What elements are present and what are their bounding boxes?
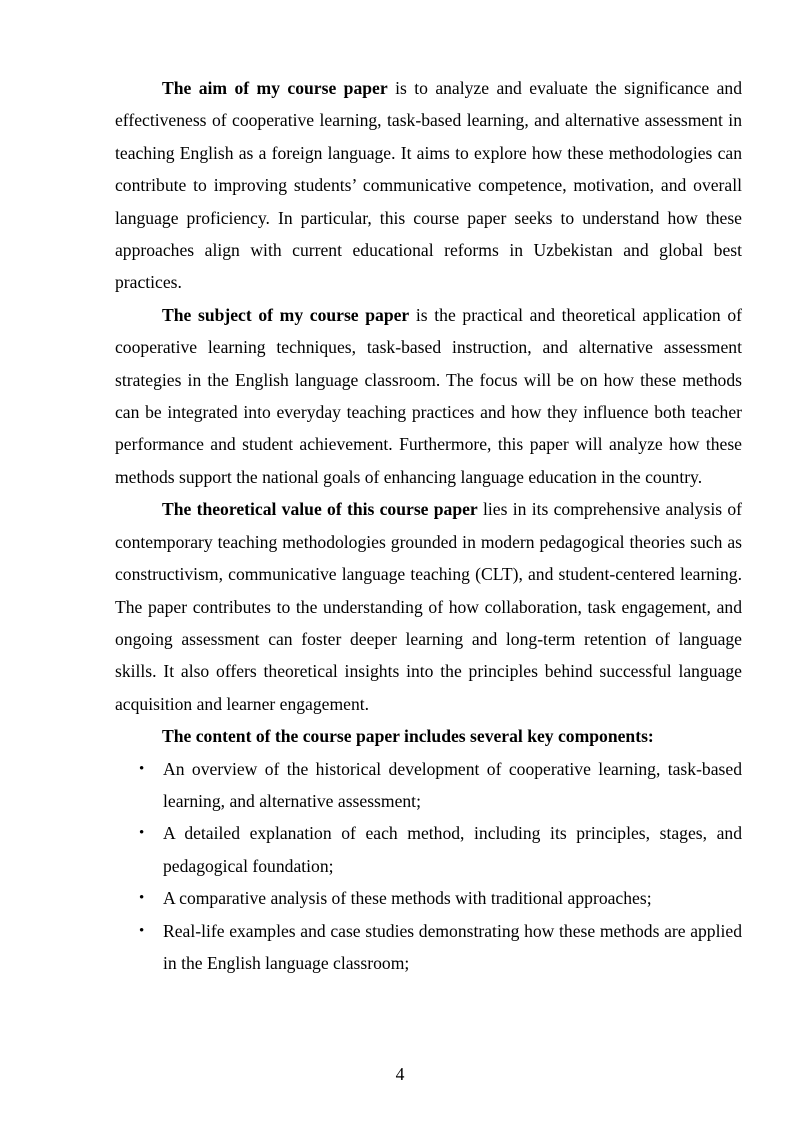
content-heading-text: The content of the course paper includes several key components: [162, 726, 654, 747]
paragraph-aim-text: is to analyze and evaluate the significance and effectiveness of cooperative learning, task-based learning, and alternative assessment in teaching English as a foreign language. It aims to explore how these methodologies can contribute to improving students’ communicative competence, motivation, and overall language proficiency. In particular, this course paper seeks to understand how these approaches align with current educational reforms in Uzbekistan and global best practices. [115, 78, 742, 293]
paragraph-subject-text: is the practical and theoretical application of cooperative learning techniques, task-based instruction, and alternative assessment strategies in the English language classroom. The focus will be on how these methods can be integrated into everyday teaching practices and how they influence both teacher performance and student achievement. Furthermore, this paper will analyze how these methods support the national goals of enhancing language education in the country. [115, 304, 742, 487]
list-item [115, 817, 742, 882]
list-item-text: Real-life examples and case studies demonstrating how these methods are applied in the English language classroom; [163, 920, 742, 973]
bullet-icon: • [139, 825, 145, 842]
page-number: 4 [395, 1064, 405, 1084]
list-item-text: An overview of the historical development of cooperative learning, task-based learning, and alternative assessment; [163, 758, 742, 811]
paragraph-theoretical-value-lead: The theoretical value of this course paper [162, 499, 478, 520]
bullet-icon: • [139, 760, 145, 777]
page-body [115, 72, 742, 979]
bullet-icon: • [139, 890, 145, 907]
list-item [115, 915, 742, 980]
content-heading [115, 720, 742, 752]
list-item [115, 882, 742, 914]
list-item [115, 753, 742, 818]
paragraph-theoretical-value [115, 493, 742, 720]
paragraph-subject [115, 299, 742, 493]
list-item-text: A comparative analysis of these methods with traditional approaches; [163, 888, 652, 909]
paragraph-theoretical-value-text: lies in its comprehensive analysis of contemporary teaching methodologies grounded in modern pedagogical theories such as constructivism, communicative language teaching (CLT), and student-centered learning. The paper contributes to the understanding of how collaboration, task engagement, and ongoing assessment can foster deeper learning and long-term retention of language skills. It also offers theoretical insights into the principles behind successful language acquisition and learner engagement. [115, 499, 742, 714]
paragraph-aim [115, 72, 742, 299]
paragraph-subject-lead: The subject of my course paper [162, 304, 410, 325]
key-components-list [115, 753, 742, 980]
bullet-icon: • [139, 922, 145, 939]
list-item-text: A detailed explanation of each method, including its principles, stages, and pedagogical foundation; [163, 823, 742, 876]
paragraph-aim-lead: The aim of my course paper [162, 78, 388, 98]
